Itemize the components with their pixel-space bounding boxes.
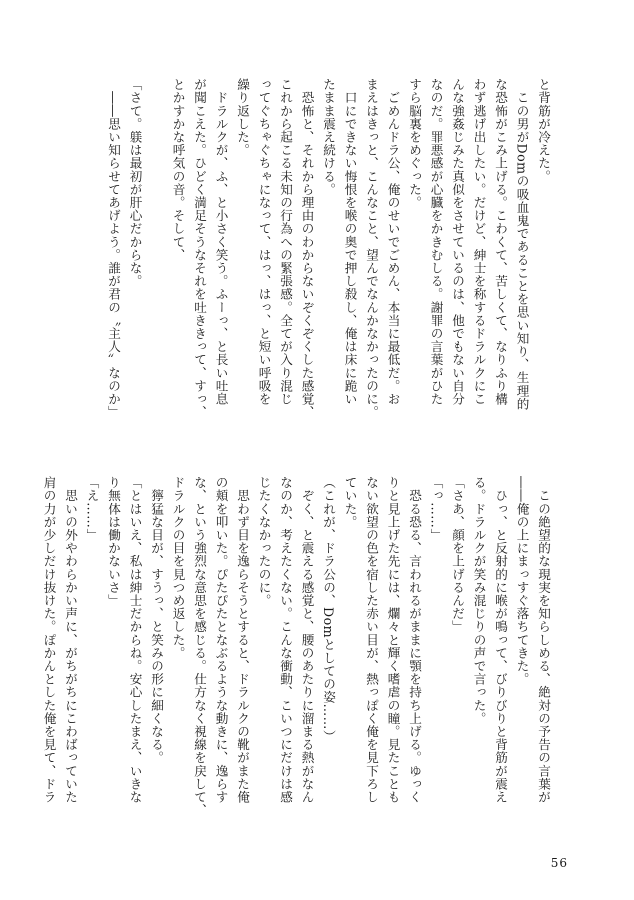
text-line: とかすかな呼気の音。そして、 (170, 78, 186, 262)
text-line: ドラルクの目を見つめ返した。 (170, 476, 186, 660)
text-line: ごめんドラ公、俺のせいでごめん、本当に最低だ。お (385, 78, 401, 406)
text-line: ぞく、と震える感覚と、腰のあたりに溜まる熱がなん (299, 476, 315, 804)
text-line: 「とはいえ、私は紳士だからね。安心したまえ、いきな (127, 476, 143, 804)
text-line: り無体は働かないさ」 (106, 476, 121, 607)
text-line: これから起こる未知の行為への緊張感。全てが入り混じ (278, 78, 293, 406)
text-line: じたくなかったのに。 (256, 476, 272, 607)
text-line: 「さあ、顔を上げるんだ」 (450, 476, 465, 634)
text-line: ない欲望の色を宿した赤い目が、熱っぽく俺を見下ろし (364, 476, 379, 804)
text-line: 恐る恐る、言われるがままに顎を持ち上げる。ゆっく (407, 476, 422, 804)
text-line: 繰り返した。 (235, 78, 250, 157)
text-line: 思わず目を逸らそうとすると、ドラルクの靴がまた俺 (235, 476, 250, 804)
text-block-top (103, 78, 555, 438)
text-line: 「え……」 (84, 476, 100, 542)
text-line: ドラルクが、ふ、と小さく笑う。ふーっ、と長い吐息 (213, 78, 229, 406)
text-line: が聞こえた。ひどく満足そうなそれを吐ききって、すっ、 (192, 78, 207, 419)
text-line: 肩の力が少しだけ抜けた。ぽかんとした俺を見て、ドラ (41, 476, 57, 804)
text-line: わず逃げ出したい。だけど、紳士を称するドラルクにこ (471, 78, 487, 406)
text-line: ていた。 (342, 476, 358, 529)
text-line: る。ドラルクが笑み混じりの声で言った。 (471, 476, 487, 725)
text-line: ――思い知らせてあげよう。誰が君の〝主人〟なのか」 (106, 78, 121, 419)
text-line: なのか、考えたくない。こんな衝動、こいつにだけは感 (278, 476, 293, 804)
text-line: すら脳裏をめぐった。 (407, 78, 422, 209)
page-number: 56 (550, 856, 568, 870)
text-line: 獰猛な目が、すうっ、と笑みの形に細くなる。 (149, 476, 164, 765)
text-line: 口にできない悔恨を喉の奥で押し殺し、俺は床に跪い (342, 78, 358, 406)
text-line (146, 78, 168, 438)
text-line: 思いの外やわらかい声に、がちがちにこわばっていた (63, 476, 78, 804)
text-line: たまま震え続ける。 (321, 78, 336, 196)
text-line: んな強姦じみた真似をさせているのは、他でもない自分 (450, 78, 465, 406)
text-line: の頬を叩いた。ぴたぴたとなぶるような動きに、逸らす (213, 476, 229, 804)
text-block-bottom (38, 476, 554, 846)
text-line: な恐怖がこみ上げる。こわくて、苦しくて、なりふり構 (493, 78, 508, 406)
text-line: と背筋が冷えた。 (536, 78, 551, 183)
text-line: ひっ、と反射的に喉が鳴って、びりびりと背筋が震え (493, 476, 508, 804)
text-line: りと見上げた先には、爛々と輝く嗜虐の瞳。見たことも (385, 476, 401, 804)
text-line: この男がDomの吸血鬼であることを思い知り、生理的 (514, 78, 530, 411)
text-line: ――俺の上にまっすぐ落ちてきた。 (514, 476, 530, 686)
text-line: 「さて。躾は最初が肝心だからな。 (127, 78, 143, 288)
text-line: なのだ。罪悪感が心臓をかきむしる。謝罪の言葉がひた (428, 78, 444, 406)
text-line: この絶望的な現実を知らしめる、絶対の予告の言葉が (536, 476, 551, 804)
text-line: な、という強烈な意思を感じる。仕方なく視線を戻して、 (192, 476, 207, 817)
text-line: （これが、ドラ公の、Domとしての姿……） (321, 476, 336, 743)
text-line: 恐怖と、それから理由のわからないぞくぞくした感覚、 (299, 78, 315, 419)
text-line: まえはきっと、こんなこと、望んでなんかなかったのに。 (364, 78, 379, 419)
text-line: ってぐちゃぐちゃになって、はっ、はっ、と短い呼吸を (256, 78, 272, 406)
text-line: 「っ……」 (428, 476, 444, 542)
